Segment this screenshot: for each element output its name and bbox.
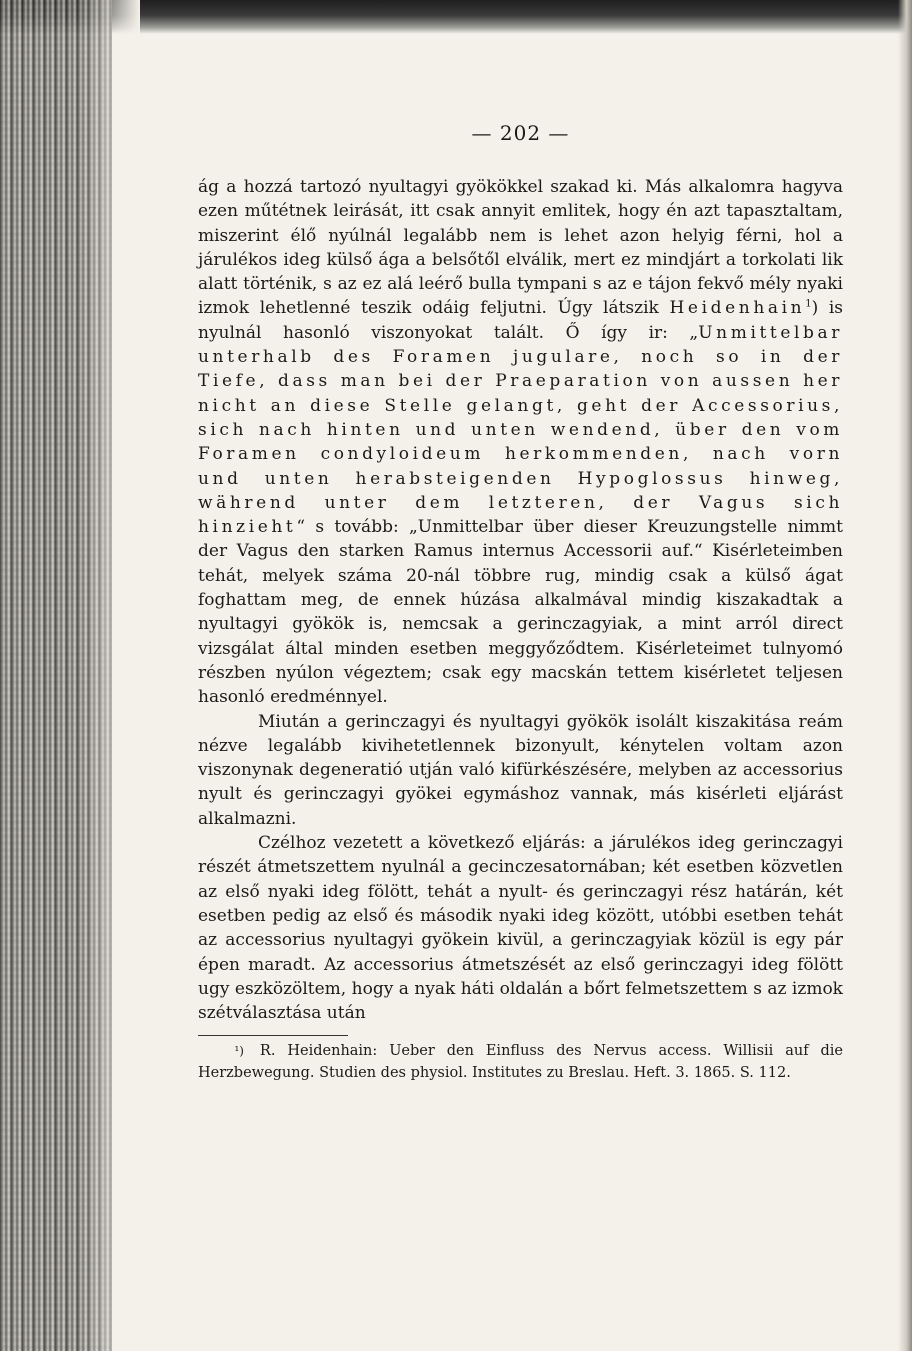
text-run: ) is nyulnál hasonló viszonyokat talált. Ő így ir: „	[198, 298, 843, 343]
text-run: Miután a gerinczagyi és nyultagyi gyökök isolált kiszakitása reám nézve legalább kivihetetlennek bizonyult, kénytelen voltam azon viszonynak degeneratió utján való kifürkészésére, melyben az accessorius nyult és gerinczagyi gyökei egymáshoz vannak, más kisérleti eljárást alkalmazni.	[198, 711, 843, 829]
paragraph	[198, 710, 843, 831]
footnote-rule	[198, 1035, 348, 1036]
body-text	[198, 175, 843, 1025]
binding-shadow	[80, 0, 140, 1351]
paragraph	[198, 831, 843, 1025]
spaced-text-run: Heidenhain	[287, 1043, 373, 1060]
footnote	[198, 1040, 843, 1084]
text-run: “ s tovább: „Unmittelbar über dieser Kreuzungstelle nimmt der Vagus den starken Ramus internus Accessorii auf.“ Kisérleteimben tehát, melyek száma 20-nál többre rug, mindig csak a külső ágat foghattam meg, de ennek húzása alkalmával mindig kiszakadtak a nyultagyi gyökök is, nemcsak a gerinczagyiak, a mint arról direct vizsgálat által minden esetben meggyőződtem. Kisérleteimet tulnyomó részben nyúlon végeztem; csak egy macskán tettem kisérletet teljesen hasonló eredménnyel.	[198, 517, 843, 708]
footnote-reference: 1	[805, 298, 812, 310]
footnote-marker: ¹)	[234, 1044, 244, 1059]
book-page	[198, 120, 843, 1084]
text-run: R.	[259, 1043, 288, 1060]
spaced-text-run: Unmittelbar unterhalb des Foramen jugulare, noch so in der Tiefe, dass man bei der Praeparation von aussen her nicht an diese Stelle gelangt, geht der Accessorius, sich nach hinten und unten wendend, über den vom Foramen condyloideum herkommenden, nach vorn und unten herabsteigenden Hypoglossus hinweg, während unter dem letzteren, der Vagus sich hinzieht	[198, 322, 843, 538]
text-run: Czélhoz vezetett a következő eljárás: a járulékos ideg gerinczagyi részét átmetszettem nyulnál a gecinczesatornában; két esetben közvetlen az első nyaki ideg fölött, tehát a nyult- és gerinczagyi rész határán, két esetben pedig az első és második nyaki ideg között, utóbbi esetben tehát az accessorius nyultagyi gyökein kivül, a gerinczagyiak közül is egy pár épen maradt. Az accessorius átmetszését az első gerinczagyi ideg fölött ugy eszközöltem, hogy a nyak háti oldalán a bőrt felmetszettem s az izmok szétválasztása után	[198, 833, 843, 1024]
text-run: ág a hozzá tartozó nyultagyi gyökökkel szakad ki. Más alkalomra hagyva ezen műtétnek leirását, itt csak annyit emlitek, hogy én azt tapasztaltam, miszerint élő nyúlnál legalább nem is lehet azon helyig férni, hol a járulékos ideg külső ága a belsőtől elválik, mert ez mindjárt a torkolati lik alatt történik, s az ez alá leérő bulla tympani s az e tájon fekvő mély nyaki izmok lehetlenné teszik odáig feljutni. Úgy látszik	[198, 177, 843, 319]
page-right-edge	[898, 0, 912, 1351]
spaced-text-run: Heidenhain	[669, 298, 806, 319]
paragraph	[198, 175, 843, 710]
text-run: : Ueber den Einfluss des Nervus access. Willisii auf die Herzbewegung. Studien des physiol. Institutes zu Breslau. Heft. 3. 1865. S. 112.	[198, 1043, 843, 1082]
page-number: — 202 —	[471, 121, 570, 145]
